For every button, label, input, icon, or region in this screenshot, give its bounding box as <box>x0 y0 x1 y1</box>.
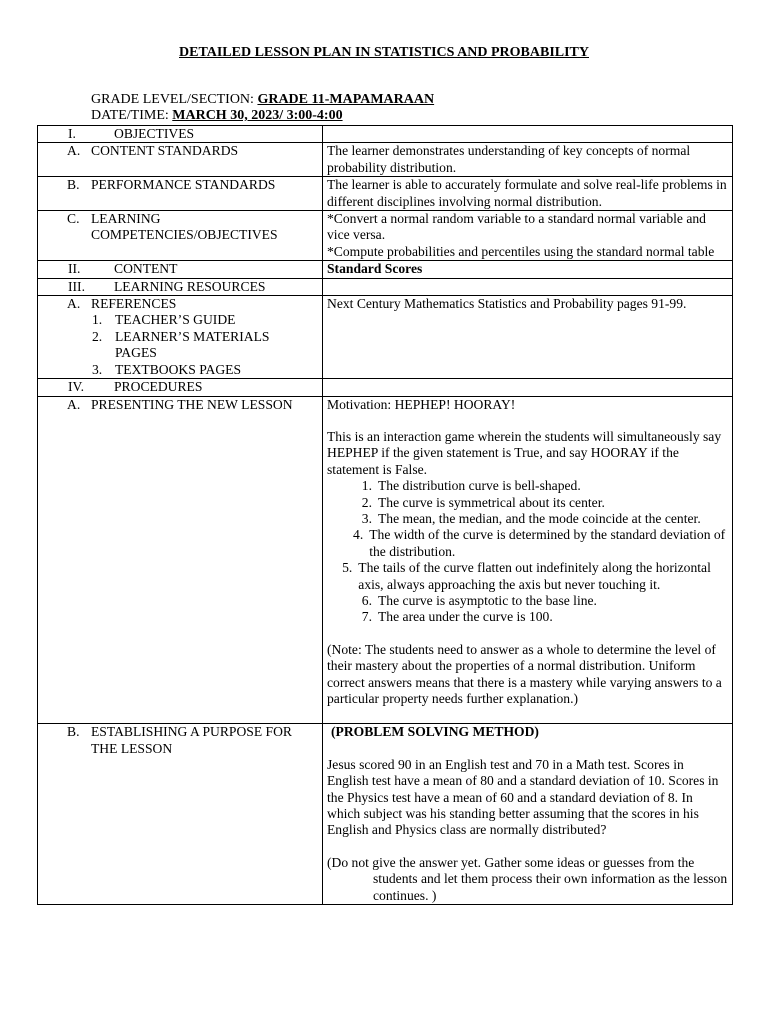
row-references <box>38 296 733 379</box>
references-text: Next Century Mathematics Statistics and Probability pages 91-99. <box>327 296 687 312</box>
performance-standards-num: B. <box>67 177 80 193</box>
reference-item: 3. TEXTBOOKS PAGES <box>92 361 242 377</box>
grade-level-label: GRADE LEVEL/SECTION: <box>91 92 258 107</box>
objectives-num: I. <box>68 126 76 141</box>
presenting-num: A. <box>67 396 81 412</box>
list-item: 7. The area under the curve is 100. <box>361 609 553 625</box>
row-presenting <box>38 396 733 724</box>
objectives-label: OBJECTIVES <box>114 126 195 141</box>
list-item: 6. The curve is asymptotic to the base line. <box>361 592 597 608</box>
list-item: 4. The width of the curve is determined by the standard deviation of the distribution. <box>353 527 726 559</box>
purpose-label-1: ESTABLISHING A PURPOSE FOR <box>91 724 292 740</box>
content-standards-label: CONTENT STANDARDS <box>91 143 239 159</box>
list-item: 1. The distribution curve is bell-shaped. <box>361 478 581 494</box>
objectives-value-cell <box>323 126 733 143</box>
purpose-label-2: THE LESSON <box>91 740 173 756</box>
row-objectives <box>38 126 733 143</box>
row-performance-standards <box>38 177 733 211</box>
learning-competencies-label-1: LEARNING <box>91 211 161 227</box>
competency-1: *Convert a normal random variable to a standard normal variable and vice versa. <box>327 211 706 243</box>
reference-item: 2. LEARNER’S MATERIALS PAGES <box>92 328 270 361</box>
learning-competencies-num: C. <box>67 211 80 227</box>
datetime-value: MARCH 30, 2023/ 3:00-4:00 <box>172 108 343 123</box>
content-value: Standard Scores <box>327 261 423 277</box>
content-standards-num: A. <box>67 143 81 159</box>
row-purpose <box>38 724 733 905</box>
objectives-cell <box>38 126 323 143</box>
presenting-label: PRESENTING THE NEW LESSON <box>91 396 293 412</box>
row-learning-resources <box>38 278 733 295</box>
list-item: 3. The mean, the median, and the mode coincide at the center. <box>361 510 701 526</box>
purpose-num: B. <box>67 724 80 740</box>
mastery-note: (Note: The students need to answer as a whole to determine the level of their mastery about the properties of a normal distribution. Uniform correct answers means that there is a mastery while varying answers to a particular property needs further explanation.) <box>327 641 722 706</box>
performance-standards-text: The learner is able to accurately formulate and solve real-life problems in different disciplines involving normal distribution. <box>327 177 727 209</box>
learning-resources-label: LEARNING RESOURCES <box>114 278 266 294</box>
reference-item: 1. TEACHER’S GUIDE <box>92 312 236 328</box>
references-num: A. <box>67 296 81 312</box>
references-label: REFERENCES <box>91 296 177 312</box>
list-item: 5. The tails of the curve flatten out indefinitely along the horizontal axis, always approaching the axis but never touching it. <box>342 560 711 592</box>
competency-2: *Compute probabilities and percentiles using the standard normal table <box>327 243 715 259</box>
procedures-num: IV. <box>68 379 84 395</box>
content-standards-text: The learner demonstrates understanding of key concepts of normal probability distribution. <box>327 143 691 175</box>
document-title: DETAILED LESSON PLAN IN STATISTICS AND PROBABILITY <box>179 45 589 60</box>
motivation-text: Motivation: HEPHEP! HOORAY! <box>327 396 516 412</box>
facilitation-note-2: students and let them process their own information as the lesson continues. ) <box>373 871 728 903</box>
problem-text: Jesus scored 90 in an English test and 70 in a Math test. Scores in English test have a mean of 80 and a standard deviation of 10. Scores in the Physics test have a mean of 60 and a standard deviation of 8. In which subject was his standing better assuming that the scores in his English and Physics class are normally distributed? <box>327 756 719 838</box>
statement-list <box>327 478 728 626</box>
grade-level-value: GRADE 11-MAPAMARAAN <box>257 92 435 107</box>
header-meta <box>91 92 434 124</box>
performance-standards-label: PERFORMANCE STANDARDS <box>91 177 276 193</box>
facilitation-note-1: (Do not give the answer yet. Gather some ideas or guesses from the <box>327 854 695 870</box>
lesson-plan-table <box>37 125 733 905</box>
grade-level-line <box>91 92 434 108</box>
learning-competencies-label-2: COMPETENCIES/OBJECTIVES <box>91 227 278 243</box>
content-num: II. <box>68 261 81 277</box>
game-intro-text: This is an interaction game wherein the students will simultaneously say HEPHEP if the given statement is True, and say HOORAY if the statement is False. <box>327 428 722 477</box>
row-learning-competencies <box>38 211 733 261</box>
method-heading: (PROBLEM SOLVING METHOD) <box>331 724 539 740</box>
content-label: CONTENT <box>114 261 178 277</box>
datetime-label: DATE/TIME: <box>91 108 173 123</box>
row-content-standards <box>38 143 733 177</box>
row-content <box>38 261 733 278</box>
datetime-line <box>91 108 434 124</box>
procedures-label: PROCEDURES <box>114 379 203 395</box>
learning-resources-num: III. <box>68 278 85 294</box>
row-procedures <box>38 379 733 396</box>
list-item: 2. The curve is symmetrical about its center. <box>361 494 605 510</box>
